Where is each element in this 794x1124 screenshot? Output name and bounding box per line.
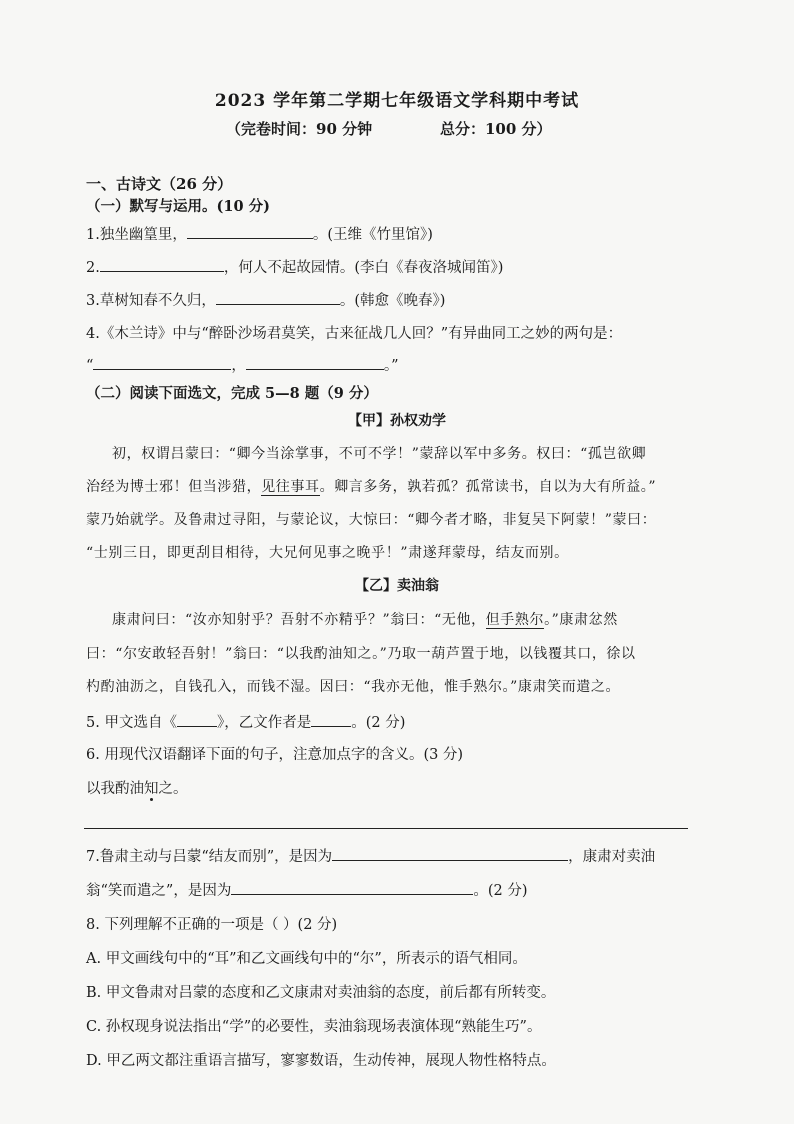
q3-blank[interactable] xyxy=(216,291,340,305)
exam-total-score: 总分：100 分） xyxy=(440,120,552,138)
exam-title: 2023 学年第二学期七年级语文学科期中考试 xyxy=(214,91,580,111)
q8-option-c[interactable]: C. 孙权现身说法指出“学”的必要性，卖油翁现场表演体现“熟能生巧”。 xyxy=(86,1019,542,1035)
question-7-cont xyxy=(86,879,527,900)
part-heading-dictation: （一）默写与运用。(10 分) xyxy=(86,198,270,215)
question-7 xyxy=(86,845,655,866)
q8-option-d[interactable]: D. 甲乙两文都注重语言描写，寥寥数语，生动传神，展现人物性格特点。 xyxy=(86,1053,556,1069)
question-4: 4.《木兰诗》中与“醉卧沙场君莫笑，古来征战几人回？”有异曲同工之妙的两句是： xyxy=(86,326,623,342)
q6-sentence-end: 之。 xyxy=(158,781,188,797)
q4-comma: ， xyxy=(231,358,246,374)
q8-option-b[interactable]: B. 甲文鲁肃对吕蒙的态度和乙文康肃对卖油翁的态度，前后都有所转变。 xyxy=(86,985,556,1001)
q2-prefix: 2. xyxy=(86,260,100,276)
question-3 xyxy=(86,289,445,310)
text-b-underlined-phrase: 但手熟尔 xyxy=(485,612,545,628)
q1-suffix: 。(王维《竹里馆》) xyxy=(312,227,433,243)
q1-prefix: 1.独坐幽篁里， xyxy=(86,227,187,243)
text-b-title: 【乙】卖油翁 xyxy=(355,578,439,594)
q2-suffix: ，何人不起故园情。(李白《春夜洛城闻笛》) xyxy=(223,260,504,276)
question-8: 8. 下列理解不正确的一项是（ ）(2 分) xyxy=(86,917,338,933)
q6-answer-line[interactable] xyxy=(84,828,688,829)
text-a-line-3: 蒙乃始就学。及鲁肃过寻阳，与蒙论议，大惊曰：“卿今者才略，非复吴下阿蒙！”蒙曰： xyxy=(86,512,657,528)
q5-blank-2[interactable] xyxy=(311,713,351,727)
text-b-line-1-start: 康肃问曰：“汝亦知射乎？吾射不亦精乎？”翁曰：“无他， xyxy=(112,612,486,628)
text-a-title: 【甲】孙权劝学 xyxy=(348,413,446,429)
q3-prefix: 3.草树知春不久归， xyxy=(86,293,216,309)
text-b-line-3: 杓酌油沥之，自钱孔入，而钱不湿。因曰：“我亦无他，惟手熟尔。”康肃笑而遣之。 xyxy=(86,679,621,695)
question-5 xyxy=(86,711,405,732)
text-a-underlined-phrase: 见往事耳 xyxy=(261,479,320,495)
text-a-line-2-start: 治经为博士邪！但当涉猎， xyxy=(86,479,262,495)
q7-prefix: 7.鲁肃主动与吕蒙“结友而别”，是因为 xyxy=(86,849,333,865)
text-a-line-2 xyxy=(86,476,656,496)
q4-open-quote: “ xyxy=(86,358,94,374)
question-6-sentence xyxy=(86,777,188,798)
q6-dotted-character: 知 xyxy=(144,781,159,797)
q4-close-quote: 。” xyxy=(383,358,399,374)
q6-sentence-start: 以我酌油 xyxy=(86,781,144,797)
q7-blank-2[interactable] xyxy=(231,881,473,895)
text-a-line-2-end: 。卿言多务，孰若孤？孤常读书，自以为大有所益。” xyxy=(319,479,657,495)
text-b-line-2: 曰：“尔安敢轻吾射！”翁曰：“以我酌油知之。”乃取一葫芦置于地，以钱覆其口，徐以 xyxy=(86,646,636,662)
q7-middle-2: 翁“笑而遣之”，是因为 xyxy=(86,883,232,899)
q7-middle: ，康肃对卖油 xyxy=(568,849,656,865)
q7-suffix: 。(2 分) xyxy=(473,883,528,899)
text-b-line-1-end: 。”康肃忿然 xyxy=(544,612,618,628)
q7-blank-1[interactable] xyxy=(332,847,568,861)
q5-suffix: 。(2 分) xyxy=(351,715,406,731)
text-a-line-1: 初，权谓吕蒙曰：“卿今当涂掌事，不可不学！”蒙辞以军中多务。权曰：“孤岂欲卿 xyxy=(112,446,647,462)
q5-blank-1[interactable] xyxy=(177,713,217,727)
section-heading-poetry: 一、古诗文（26 分） xyxy=(86,175,233,193)
question-1 xyxy=(86,223,433,244)
question-2 xyxy=(86,256,503,277)
q5-middle: 》，乙文作者是 xyxy=(216,715,312,731)
part-heading-reading: （二）阅读下面选文，完成 5—8 题（9 分） xyxy=(86,385,378,402)
q2-blank[interactable] xyxy=(100,258,224,272)
q4-blank-1[interactable] xyxy=(93,356,231,370)
text-b-line-1 xyxy=(112,609,618,629)
question-6: 6. 用现代汉语翻译下面的句子，注意加点字的含义。(3 分) xyxy=(86,747,464,763)
text-a-line-4: “士别三日，即更刮目相待，大兄何见事之晚乎！”肃遂拜蒙母，结友而别。 xyxy=(86,545,569,561)
q3-suffix: 。(韩愈《晚春》) xyxy=(339,293,446,309)
exam-time: （完卷时间：90 分钟 xyxy=(226,120,373,138)
q1-blank[interactable] xyxy=(187,225,313,239)
question-4-answer xyxy=(86,354,399,375)
q4-blank-2[interactable] xyxy=(246,356,384,370)
q8-option-a[interactable]: A. 甲文画线句中的“耳”和乙文画线句中的“尔”，所表示的语气相同。 xyxy=(86,951,527,967)
q5-prefix: 5. 甲文选自《 xyxy=(86,715,177,731)
